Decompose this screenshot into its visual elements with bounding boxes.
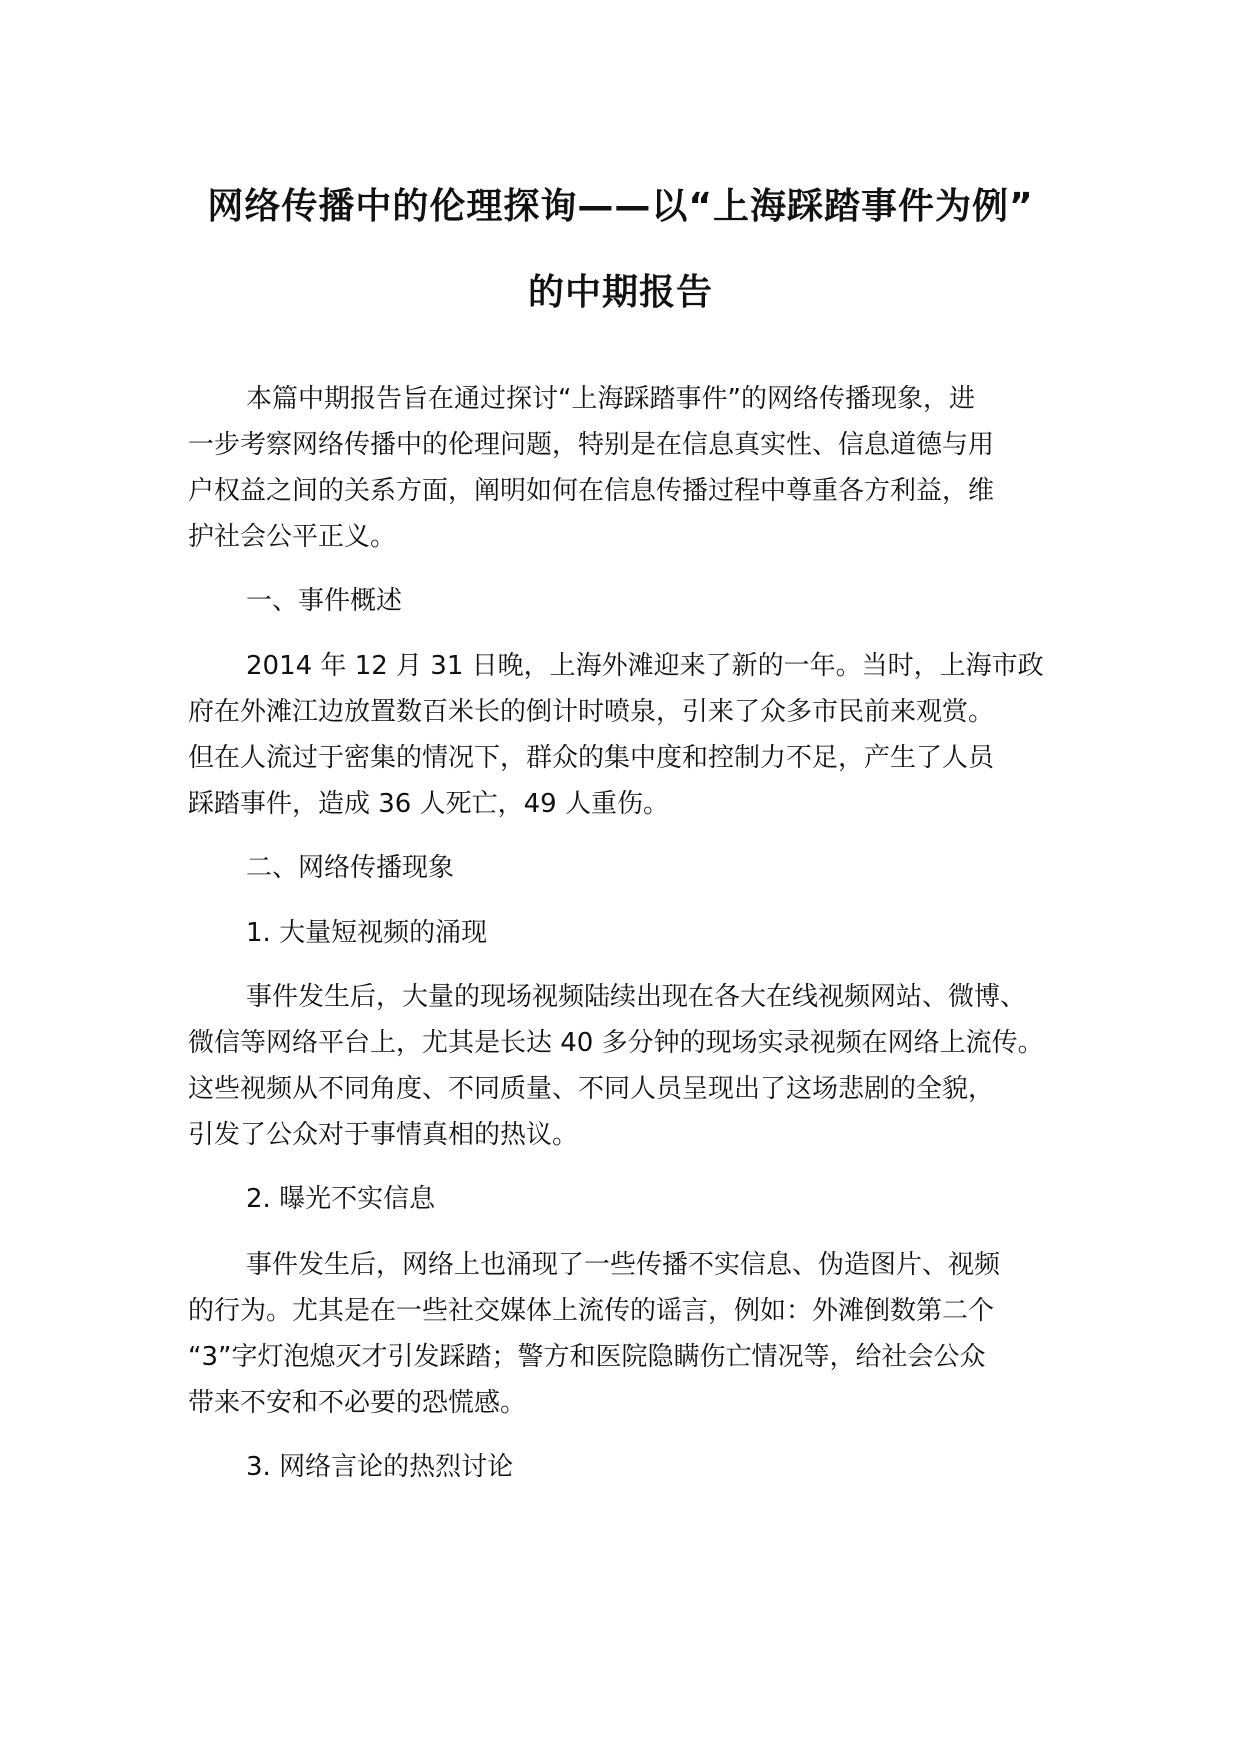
subsection-1-line-3: 这些视频从不同角度、不同质量、不同人员呈现出了这场悲剧的全貌， — [188, 1074, 995, 1104]
section-1-line-2: 府在外滩江边放置数百米长的倒计时喷泉，引来了众多市民前来观赏。 — [188, 697, 995, 727]
intro-line-2: 一步考察网络传播中的伦理问题，特别是在信息真实性、信息道德与用 — [188, 430, 995, 460]
subsection-3-heading: 3. 网络言论的热烈讨论 — [246, 1452, 514, 1482]
section-1-heading: 一、事件概述 — [246, 586, 403, 616]
subsection-1-line-1: 事件发生后，大量的现场视频陆续出现在各大在线视频网站、微博、 — [246, 982, 1027, 1012]
subsection-2-line-2: 的行为。尤其是在一些社交媒体上流传的谣言，例如：外滩倒数第二个 — [188, 1296, 995, 1326]
intro-line-3: 户权益之间的关系方面，阐明如何在信息传播过程中尊重各方利益，维 — [188, 476, 995, 506]
section-1-line-3: 但在人流过于密集的情况下，群众的集中度和控制力不足，产生了人员 — [188, 743, 995, 773]
subsection-2-heading: 2. 曝光不实信息 — [246, 1184, 436, 1214]
section-1-line-4: 踩踏事件，造成 36 人死亡，49 人重伤。 — [188, 789, 669, 819]
section-1-line-1: 2014 年 12 月 31 日晚，上海外滩迎来了新的一年。当时，上海市政 — [246, 651, 1044, 681]
document-title-line-1: 网络传播中的伦理探询——以“上海踩踏事件为例” — [207, 186, 1034, 227]
subsection-2-line-4: 带来不安和不必要的恐慌感。 — [188, 1388, 527, 1418]
subsection-1-line-4: 引发了公众对于事情真相的热议。 — [188, 1120, 579, 1150]
subsection-1-line-2: 微信等网络平台上，尤其是长达 40 多分钟的现场实录视频在网络上流传。 — [188, 1028, 1044, 1058]
intro-line-4: 护社会公平正义。 — [188, 522, 397, 552]
subsection-2-line-3: “3”字灯泡熄灭才引发踩踏；警方和医院隐瞒伤亡情况等，给社会公众 — [188, 1342, 986, 1372]
subsection-1-heading: 1. 大量短视频的涌现 — [246, 918, 488, 948]
intro-line-1: 本篇中期报告旨在通过探讨“上海踩踏事件”的网络传播现象，进 — [246, 384, 975, 414]
subsection-2-line-1: 事件发生后，网络上也涌现了一些传播不实信息、伪造图片、视频 — [246, 1250, 1001, 1280]
section-2-heading: 二、网络传播现象 — [246, 853, 455, 883]
document-title-line-2: 的中期报告 — [527, 272, 713, 313]
